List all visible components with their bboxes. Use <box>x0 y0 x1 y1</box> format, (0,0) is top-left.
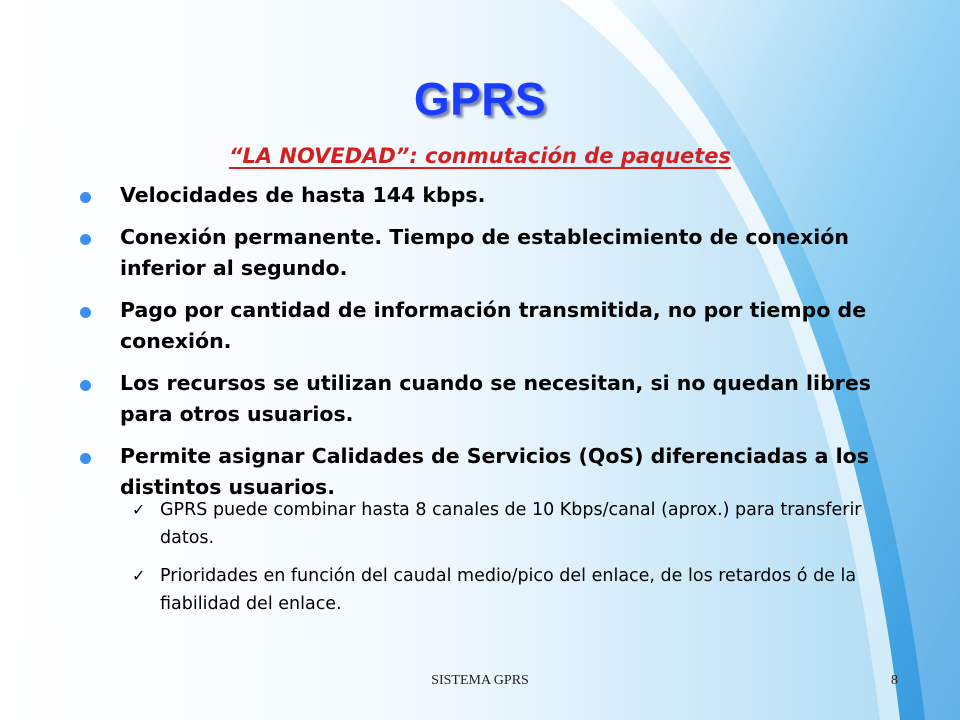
bullet-text: Velocidades de hasta 144 kbps. <box>120 183 486 207</box>
slide-title: GPRS <box>413 73 547 125</box>
bullet-item <box>78 295 898 357</box>
bullet-item <box>78 180 898 211</box>
sub-bullet-item <box>132 496 892 552</box>
bullet-item <box>78 441 898 503</box>
footer-title: SISTEMA GPRS <box>431 673 529 688</box>
bullet-dot-icon <box>80 453 91 464</box>
bullet-text: Los recursos se utilizan cuando se necesitan, si no quedan libres para otros usuarios. <box>120 371 871 426</box>
sub-bullet-text: GPRS puede combinar hasta 8 canales de 10 Kbps/canal (aprox.) para transferir datos. <box>160 500 862 548</box>
page-number: 8 <box>891 673 898 688</box>
bullet-item <box>78 368 898 430</box>
sub-bullet-item <box>132 562 892 618</box>
bullet-dot-icon <box>80 307 91 318</box>
slide-subtitle: “LA NOVEDAD”: conmutación de paquetes <box>228 144 732 168</box>
bullet-item <box>78 222 898 284</box>
bullet-dot-icon <box>80 234 91 245</box>
bullet-text: Pago por cantidad de información transmitida, no por tiempo de conexión. <box>120 298 867 353</box>
bullet-dot-icon <box>80 192 91 203</box>
checkmark-icon: ✓ <box>132 566 146 585</box>
bullet-text: Conexión permanente. Tiempo de establecimiento de conexión inferior al segundo. <box>120 225 849 280</box>
checkmark-icon: ✓ <box>132 500 146 519</box>
sub-bullet-text: Prioridades en función del caudal medio/pico del enlace, de los retardos ó de la fiabilidad del enlace. <box>160 566 857 614</box>
bullet-list <box>78 180 898 507</box>
sub-bullet-list <box>132 496 892 628</box>
bullet-dot-icon <box>80 380 91 391</box>
bullet-text: Permite asignar Calidades de Servicios (QoS) diferenciadas a los distintos usuarios. <box>120 444 869 499</box>
